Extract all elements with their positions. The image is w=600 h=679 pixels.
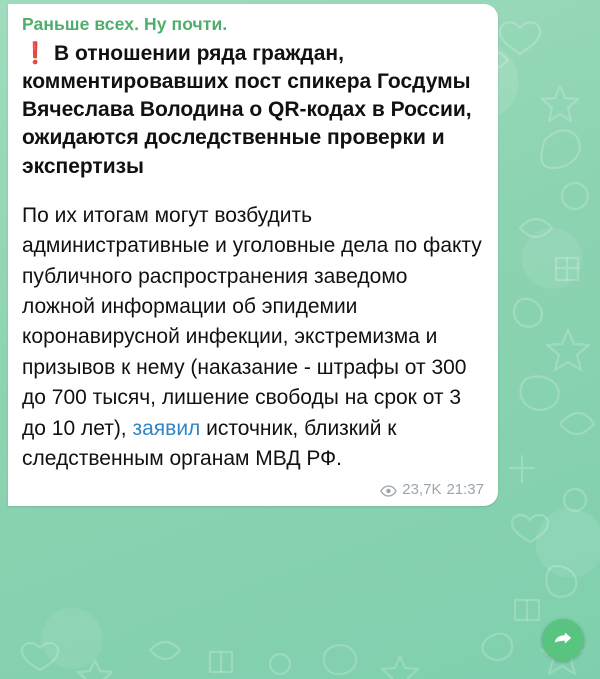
message-body xyxy=(22,201,488,475)
message-bubble[interactable] xyxy=(8,4,498,506)
message-meta xyxy=(22,481,484,498)
channel-name: Раньше всех. Ну почти. xyxy=(22,14,228,34)
body-text-part-two: источник, близкий к следственным органам МВД РФ. xyxy=(22,416,403,471)
message-time: 21:37 xyxy=(446,480,484,498)
exclamation-icon: ❗ xyxy=(22,42,49,65)
message-headline xyxy=(22,40,484,181)
eye-icon xyxy=(380,484,397,496)
view-count: 23,7K xyxy=(402,480,442,498)
body-text-part-one: По их итогам могут возбудить административные и уголовные дела по факту публичного распространения заведомо ложной информации об эпидемии коронавирусной инфекции, экстремизма и призывов к нему (наказание - штрафы от 300 до 700 тысяч, лишение свободы на срок от 3 до 10 лет), xyxy=(22,203,488,440)
headline-text: В отношении ряда граждан, комментировавших пост спикера Госдумы Вячеслава Володина о QR-кодах в России, ожидаются доследственные проверки и экспертизы xyxy=(22,42,472,178)
share-arrow-icon xyxy=(552,627,574,654)
inline-link[interactable]: заявил xyxy=(132,416,201,440)
share-button[interactable] xyxy=(542,619,584,661)
